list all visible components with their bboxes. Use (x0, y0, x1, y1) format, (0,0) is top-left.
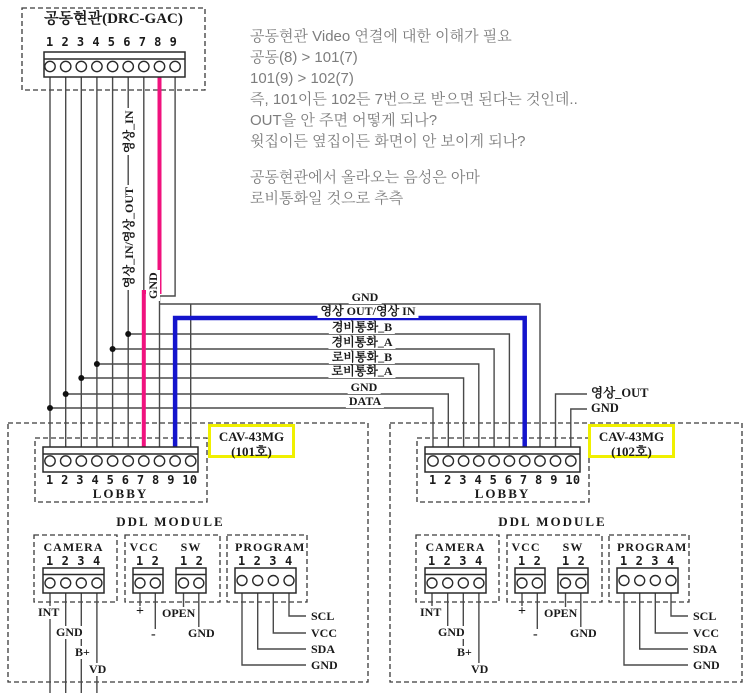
bus-label-lobby-b: 로비통화_B (329, 351, 395, 364)
junction-dots (47, 331, 131, 411)
camera-pins-101: 1 2 3 4 (46, 554, 101, 568)
sw-wire-open-101: OPEN (162, 606, 196, 620)
program-wire-sda-102: SDA (693, 642, 718, 656)
entrance-pin-numbers: 1 2 3 4 5 6 7 8 9 (46, 35, 178, 49)
room-102: (102호) (611, 444, 652, 459)
sw-pins-101: 1 2 (180, 554, 204, 568)
sw-label-102: SW (562, 540, 584, 554)
note-line-8: 로비통화일 것으로 추측 (250, 190, 404, 207)
wire-label-gnd-vertical: GND (146, 272, 160, 299)
bus-label-video: 영상 OUT/영상 IN (317, 305, 418, 318)
program-label-102: PROGRAM (617, 540, 688, 554)
program-wire-gnd-102: GND (693, 658, 720, 672)
program-wire-scl-102: SCL (693, 609, 717, 623)
program-wire-scl-101: SCL (311, 609, 335, 623)
entrance-panel-title: 공동현관(DRC-GAC) (44, 11, 183, 27)
lobby-pin-numbers-102: 1 2 3 4 5 6 7 8 9 10 (429, 473, 581, 487)
camera-wire-int-101: INT (38, 605, 60, 619)
wire-label-video-in-out: 영상_IN/영상_OUT (122, 186, 136, 288)
program-pins-102: 1 2 3 4 (620, 554, 675, 568)
camera-wire-bplus-101: B+ (75, 645, 90, 659)
vcc-wire-minus-102: - (533, 627, 538, 642)
note-line-3: 101(9) > 102(7) (250, 70, 354, 87)
bus-label-guard-a: 경비통화_A (328, 336, 395, 349)
vcc-wire-plus-101: + (136, 604, 144, 619)
camera-wire-gnd-101: GND (56, 625, 83, 639)
program-pins-101: 1 2 3 4 (238, 554, 293, 568)
lobby-label-101: LOBBY (92, 486, 149, 501)
video-wire-pink-entrance8-to-101pin7 (144, 70, 160, 455)
label-gnd-right: GND (591, 401, 619, 415)
camera-wire-vd-102: VD (471, 662, 489, 676)
note-line-2: 공동(8) > 101(7) (250, 49, 358, 66)
model-box-101 (208, 424, 295, 458)
program-wire-vcc-101: VCC (311, 626, 337, 640)
camera-wire-int-102: INT (420, 605, 442, 619)
model-box-102 (588, 424, 675, 458)
note-line-7: 공동현관에서 올라오는 음성은 아마 (250, 169, 480, 186)
vcc-wire-plus-102: + (518, 604, 526, 619)
model-name-101: CAV-43MG (218, 429, 285, 444)
camera-label-101: CAMERA (43, 540, 104, 554)
note-line-1: 공동현관 Video 연결에 대한 이해가 필요 (250, 28, 512, 45)
bus-label-gnd-lower: GND (348, 381, 381, 394)
lobby-pin-numbers-101: 1 2 3 4 5 6 7 8 9 10 (46, 473, 198, 487)
camera-wire-bplus-102: B+ (457, 645, 472, 659)
camera-wire-gnd-102: GND (438, 625, 465, 639)
program-label-101: PROGRAM (235, 540, 306, 554)
wire-label-video-in: 영상_IN (122, 110, 136, 153)
ddl-title-102: DDL MODULE (498, 514, 607, 529)
label-video-out-right: 영상_OUT (591, 386, 649, 400)
model-name-102: CAV-43MG (598, 429, 665, 444)
camera-label-102: CAMERA (425, 540, 486, 554)
program-wire-sda-101: SDA (311, 642, 336, 656)
note-line-4: 즉, 101이든 102든 7번으로 받으면 된다는 것인데.. (250, 91, 578, 108)
bus-label-data: DATA (346, 395, 384, 408)
sw-wire-gnd-102: GND (570, 626, 597, 640)
camera-pins-102: 1 2 3 4 (428, 554, 483, 568)
camera-wire-vd-101: VD (89, 662, 107, 676)
bus-label-lobby-a: 로비통화_A (328, 365, 395, 378)
bus-label-guard-b: 경비통화_B (329, 321, 395, 334)
ddl-title-101: DDL MODULE (116, 514, 225, 529)
sw-wire-gnd-101: GND (188, 626, 215, 640)
room-101: (101호) (231, 444, 272, 459)
sw-pins-102: 1 2 (562, 554, 586, 568)
lobby-label-102: LOBBY (474, 486, 531, 501)
sw-wire-open-102: OPEN (544, 606, 578, 620)
sw-label-101: SW (180, 540, 202, 554)
vcc-pins-102: 1 2 (518, 554, 542, 568)
vcc-pins-101: 1 2 (136, 554, 160, 568)
bus-label-gnd-top: GND (349, 291, 382, 304)
vcc-label-101: VCC (129, 540, 159, 554)
program-wire-vcc-102: VCC (693, 626, 719, 640)
vcc-label-102: VCC (511, 540, 541, 554)
note-line-5: OUT을 안 주면 어떻게 되나? (250, 112, 438, 129)
note-line-6: 윗집이든 옆집이든 화면이 안 보이게 되나? (250, 133, 526, 150)
program-wire-gnd-101: GND (311, 658, 338, 672)
vcc-wire-minus-101: - (151, 627, 156, 642)
